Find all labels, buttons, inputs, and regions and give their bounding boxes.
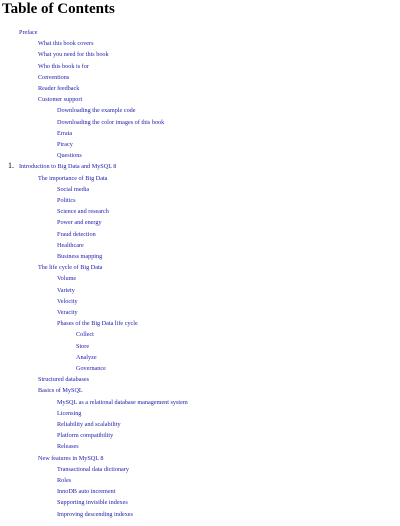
toc-link[interactable]: Politics	[57, 197, 76, 204]
toc-link[interactable]: Errata	[57, 129, 73, 137]
toc-link[interactable]: Licensing	[57, 409, 82, 417]
page-title: Table of Contents	[2, 1, 115, 17]
toc-link[interactable]: Store	[76, 342, 90, 350]
toc-link[interactable]: InnoDB auto increment	[57, 488, 116, 496]
toc-link[interactable]: Social media	[57, 185, 90, 193]
toc-link[interactable]: Supporting invisible indexes	[57, 499, 128, 507]
toc-link[interactable]: Who this book is for	[38, 62, 89, 70]
toc-link[interactable]: Business mapping	[57, 253, 103, 260]
toc-link[interactable]: Basics of MySQL	[38, 387, 83, 395]
toc-link[interactable]: Volume	[57, 275, 77, 283]
toc-link[interactable]: What you need for this book	[38, 51, 109, 59]
toc-link[interactable]: Phases of the Big Data life cycle	[57, 320, 138, 328]
toc-link[interactable]: Platform compatibility	[57, 432, 114, 440]
toc-link[interactable]: Conventions	[38, 73, 70, 81]
toc-link[interactable]: The life cycle of Big Data	[38, 264, 103, 272]
toc-link[interactable]: Power and energy	[57, 219, 102, 227]
toc-link[interactable]: What this book covers	[38, 40, 94, 48]
toc-link[interactable]: Introduction to Big Data and MySQL 8	[19, 163, 117, 171]
toc-link[interactable]: Healthcare	[57, 241, 84, 249]
toc-link[interactable]: Piracy	[57, 141, 73, 148]
toc-link[interactable]: New features in MySQL 8	[38, 454, 104, 462]
toc-link[interactable]: Science and research	[57, 208, 109, 216]
toc-link[interactable]: Transactional data dictionary	[57, 465, 129, 473]
toc-link[interactable]: Reliability and scalability	[57, 421, 121, 428]
toc-link[interactable]: Governance	[76, 365, 106, 372]
toc-link[interactable]: MySQL as a relational database management system	[57, 398, 188, 406]
toc-link[interactable]: Analyze	[76, 353, 97, 361]
toc-link[interactable]: Collect	[76, 331, 94, 339]
toc-link[interactable]: Veracity	[57, 309, 78, 316]
toc-link[interactable]: Preface	[19, 29, 38, 36]
toc-link[interactable]: Velocity	[57, 297, 78, 305]
chapter-number: 1.	[8, 161, 14, 171]
toc-link[interactable]: Downloading the example code	[57, 107, 136, 115]
toc-link[interactable]: Fraud detection	[57, 230, 96, 238]
toc-link[interactable]: Reader feedback	[38, 85, 80, 92]
toc-link[interactable]: Customer support	[38, 96, 83, 104]
toc-link[interactable]: Variety	[57, 286, 75, 294]
toc-link[interactable]: Roles	[57, 477, 72, 484]
toc-link[interactable]: Improving descending indexes	[57, 510, 133, 518]
toc-link[interactable]: The importance of Big Data	[38, 174, 108, 182]
toc-link[interactable]: Structured databases	[38, 376, 90, 384]
toc-link[interactable]: Questions	[57, 152, 82, 160]
toc-link[interactable]: Releases	[57, 443, 79, 451]
toc-link[interactable]: Downloading the color images of this book	[57, 118, 165, 126]
